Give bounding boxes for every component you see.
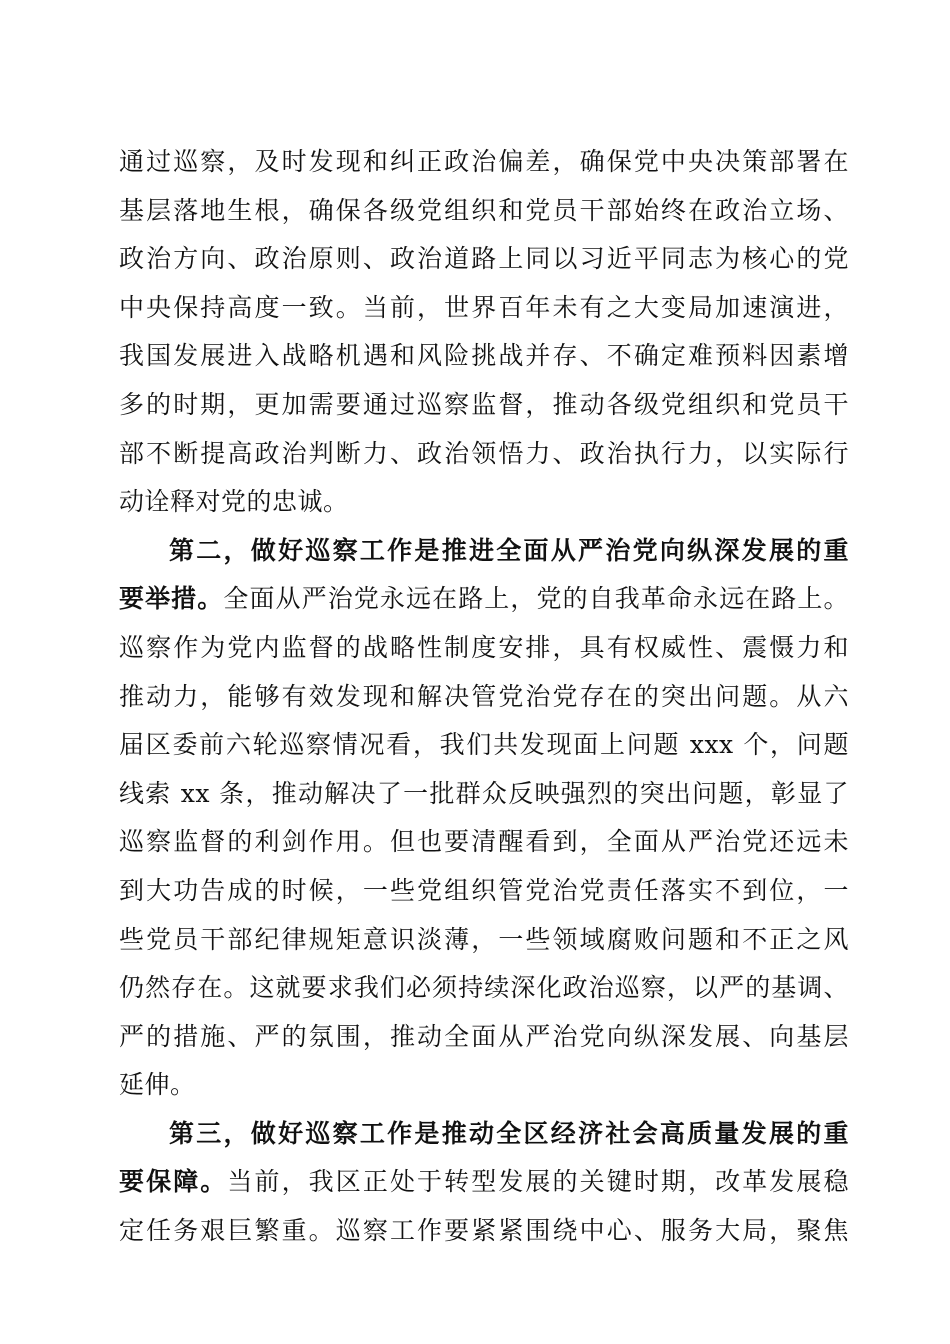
text-line: 仍然存在。这就要求我们必须持续深化政治巡察，以严的基调、 — [119, 973, 849, 1003]
paragraph-third-point — [119, 1110, 849, 1256]
text-line — [119, 527, 849, 576]
text-line: 基层落地生根，确保各级党组织和党员干部始终在政治立场、 — [119, 195, 849, 225]
text-line: 到大功告成的时候，一些党组织管党治党责任落实不到位，一 — [119, 875, 849, 905]
text-line — [119, 1110, 849, 1159]
text-line: 动诠释对党的忠诚。 — [119, 487, 349, 517]
heading-text: 第二，做好巡察工作是推进全面从严治党向纵深发展的重 — [169, 535, 849, 565]
document-body — [119, 138, 849, 1256]
text-line: 要举措。全面从严治党永远在路上，党的自我革命永远在路上。 — [119, 584, 849, 614]
text-line: 中央保持高度一致。当前，世界百年未有之大变局加速演进， — [119, 292, 849, 322]
heading-text: 要举措。 — [119, 584, 224, 614]
text-line: 定任务艰巨繁重。巡察工作要紧紧围绕中心、服务大局，聚焦 — [119, 1216, 849, 1246]
text-line: 巡察作为党内监督的战略性制度安排，具有权威性、震慑力和 — [119, 632, 849, 662]
text-line: 政治方向、政治原则、政治道路上同以习近平同志为核心的党 — [119, 244, 849, 274]
heading-text: 要保障。 — [119, 1167, 228, 1197]
heading-text: 第三，做好巡察工作是推动全区经济社会高质量发展的重 — [169, 1118, 849, 1148]
text-line: 通过巡察，及时发现和纠正政治偏差，确保党中央决策部署在 — [119, 147, 849, 176]
text-line: 我国发展进入战略机遇和风险挑战并存、不确定难预料因素增 — [119, 341, 849, 371]
text-line: 推动力，能够有效发现和解决管党治党存在的突出问题。从六 — [119, 681, 849, 711]
text-line: 些党员干部纪律规矩意识淡薄，一些领域腐败问题和不正之风 — [119, 924, 849, 954]
text-line: 部不断提高政治判断力、政治领悟力、政治执行力，以实际行 — [119, 438, 849, 468]
text-line: 线索 xx 条，推动解决了一批群众反映强烈的突出问题，彰显了 — [119, 778, 849, 808]
text-line: 巡察监督的利剑作用。但也要清醒看到，全面从严治党还远未 — [119, 827, 849, 857]
text-line: 多的时期，更加需要通过巡察监督，推动各级党组织和党员干 — [119, 389, 849, 419]
paragraph-second-point — [119, 527, 849, 1110]
text-line: 要保障。当前，我区正处于转型发展的关键时期，改革发展稳 — [119, 1167, 849, 1197]
text-line: 届区委前六轮巡察情况看，我们共发现面上问题 xxx 个，问题 — [119, 730, 849, 760]
text-line: 严的措施、严的氛围，推动全面从严治党向纵深发展、向基层 — [119, 1021, 849, 1051]
text-line: 延伸。 — [119, 1070, 196, 1100]
paragraph-political-supervision — [119, 138, 849, 527]
